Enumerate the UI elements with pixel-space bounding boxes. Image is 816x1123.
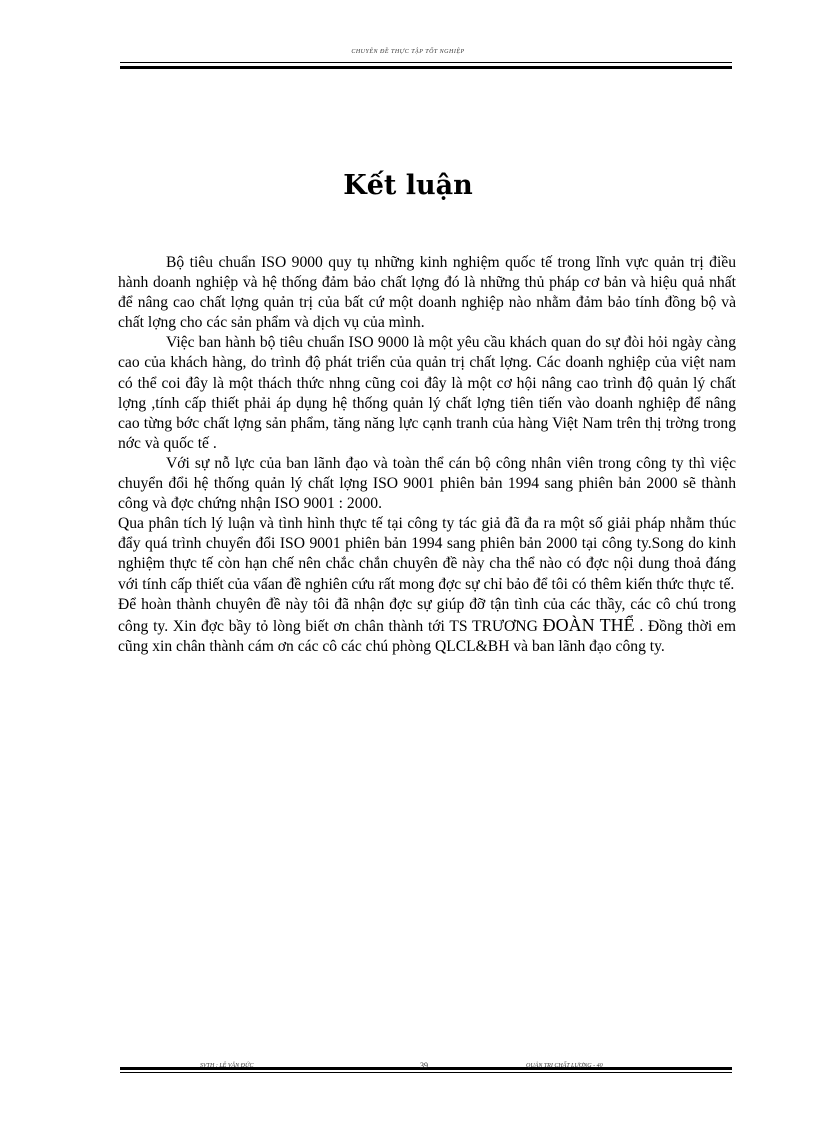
- footer-text-row: [120, 1063, 732, 1071]
- page-title: Kết luận: [343, 170, 473, 201]
- header-rule-thick: [120, 66, 732, 69]
- thanks-text-after: . Đồng thời em cũng xin chân thành cám ơn các cô các chú phòng QLCL&BH và ban lãnh đạo công ty.: [118, 617, 736, 655]
- footer-page-number: 39: [420, 1061, 428, 1070]
- thanks-text-before: Để hoàn thành chuyên đề này tôi đã nhận đợc sự giúp đỡ tận tình của các thầy, các cô chú trong công ty. Xin đợc bầy tỏ lòng biết ơn chân thành tới TS TRƯƠNG: [118, 595, 736, 635]
- document-body: [118, 253, 736, 657]
- paragraph-2: Việc ban hành bộ tiêu chuẩn ISO 9000 là một yêu cầu khách quan do sự đòi hỏi ngày càng cao của khách hàng, do trình độ phát triển của quản trị chất lợng. Các doanh nghiệp của việt nam có thể coi đây là một thách thức nhng cũng coi đây là một cơ hội nâng cao trình độ quản lý chất lợng ,tính cấp thiết phải áp dụng hệ thống quản lý chất lợng tiên tiến vào doanh nghiệp để nâng cao từng bớc chất lợng sản phẩm, tăng năng lực cạnh tranh của hàng Việt Nam trên thị trờng trong nớc và quốc tế .: [118, 334, 736, 452]
- thanks-name: ĐOÀN THỂ: [542, 614, 635, 635]
- paragraph-3: Với sự nỗ lực của ban lãnh đạo và toàn thể cán bộ công nhân viên trong công ty thì việc chuyển đổi hệ thống quản lý chất lợng ISO 9001 phiên bản 1994 sang phiên bản 2000 sẽ thành công và đợc chứng nhận ISO 9001 : 2000.: [118, 454, 736, 513]
- paragraph-4: Qua phân tích lý luận và tình hình thực tế tại công ty tác giả đã đa ra một số giải pháp nhằm thúc đẩy quá trình chuyển đổi ISO 9001 phiên bản 1994 sang phiên bản 2000 tại công ty.Song do kinh nghiệm thực tế còn hạn chế nên chắc chắn chuyên đề này cha thể nào có đợc nội dung thoả đáng với tính cấp thiết của vấan đề nghiên cứu rất mong đợc sự chỉ bảo để tôi có thêm kiến thức thực tế.: [118, 515, 736, 593]
- header-text: CHUYÊN ĐỀ THỰC TẬP TỐT NGHIỆP: [351, 49, 465, 55]
- paragraph-1: Bộ tiêu chuẩn ISO 9000 quy tụ những kinh nghiệm quốc tế trong lĩnh vực quản trị điều hành doanh nghiệp và hệ thống đảm bảo chất lợng đó là những thủ pháp cơ bản và hiệu quả nhất để nâng cao chất lợng quản trị của bất cứ một doanh nghiệp nào nhằm đảm bảo tính đồng bộ và chất lợng cho các sản phẩm và dịch vụ của mình.: [118, 254, 736, 332]
- footer-class: QUẢN TRỊ CHẤT LƯỢNG - 40: [526, 1063, 603, 1069]
- footer-rule-thin: [120, 1072, 732, 1073]
- header-rule-thin: [120, 62, 732, 63]
- paragraph-thanks: [118, 595, 736, 657]
- footer-author: SVTH : LÊ VĂN ĐỨC: [200, 1063, 254, 1069]
